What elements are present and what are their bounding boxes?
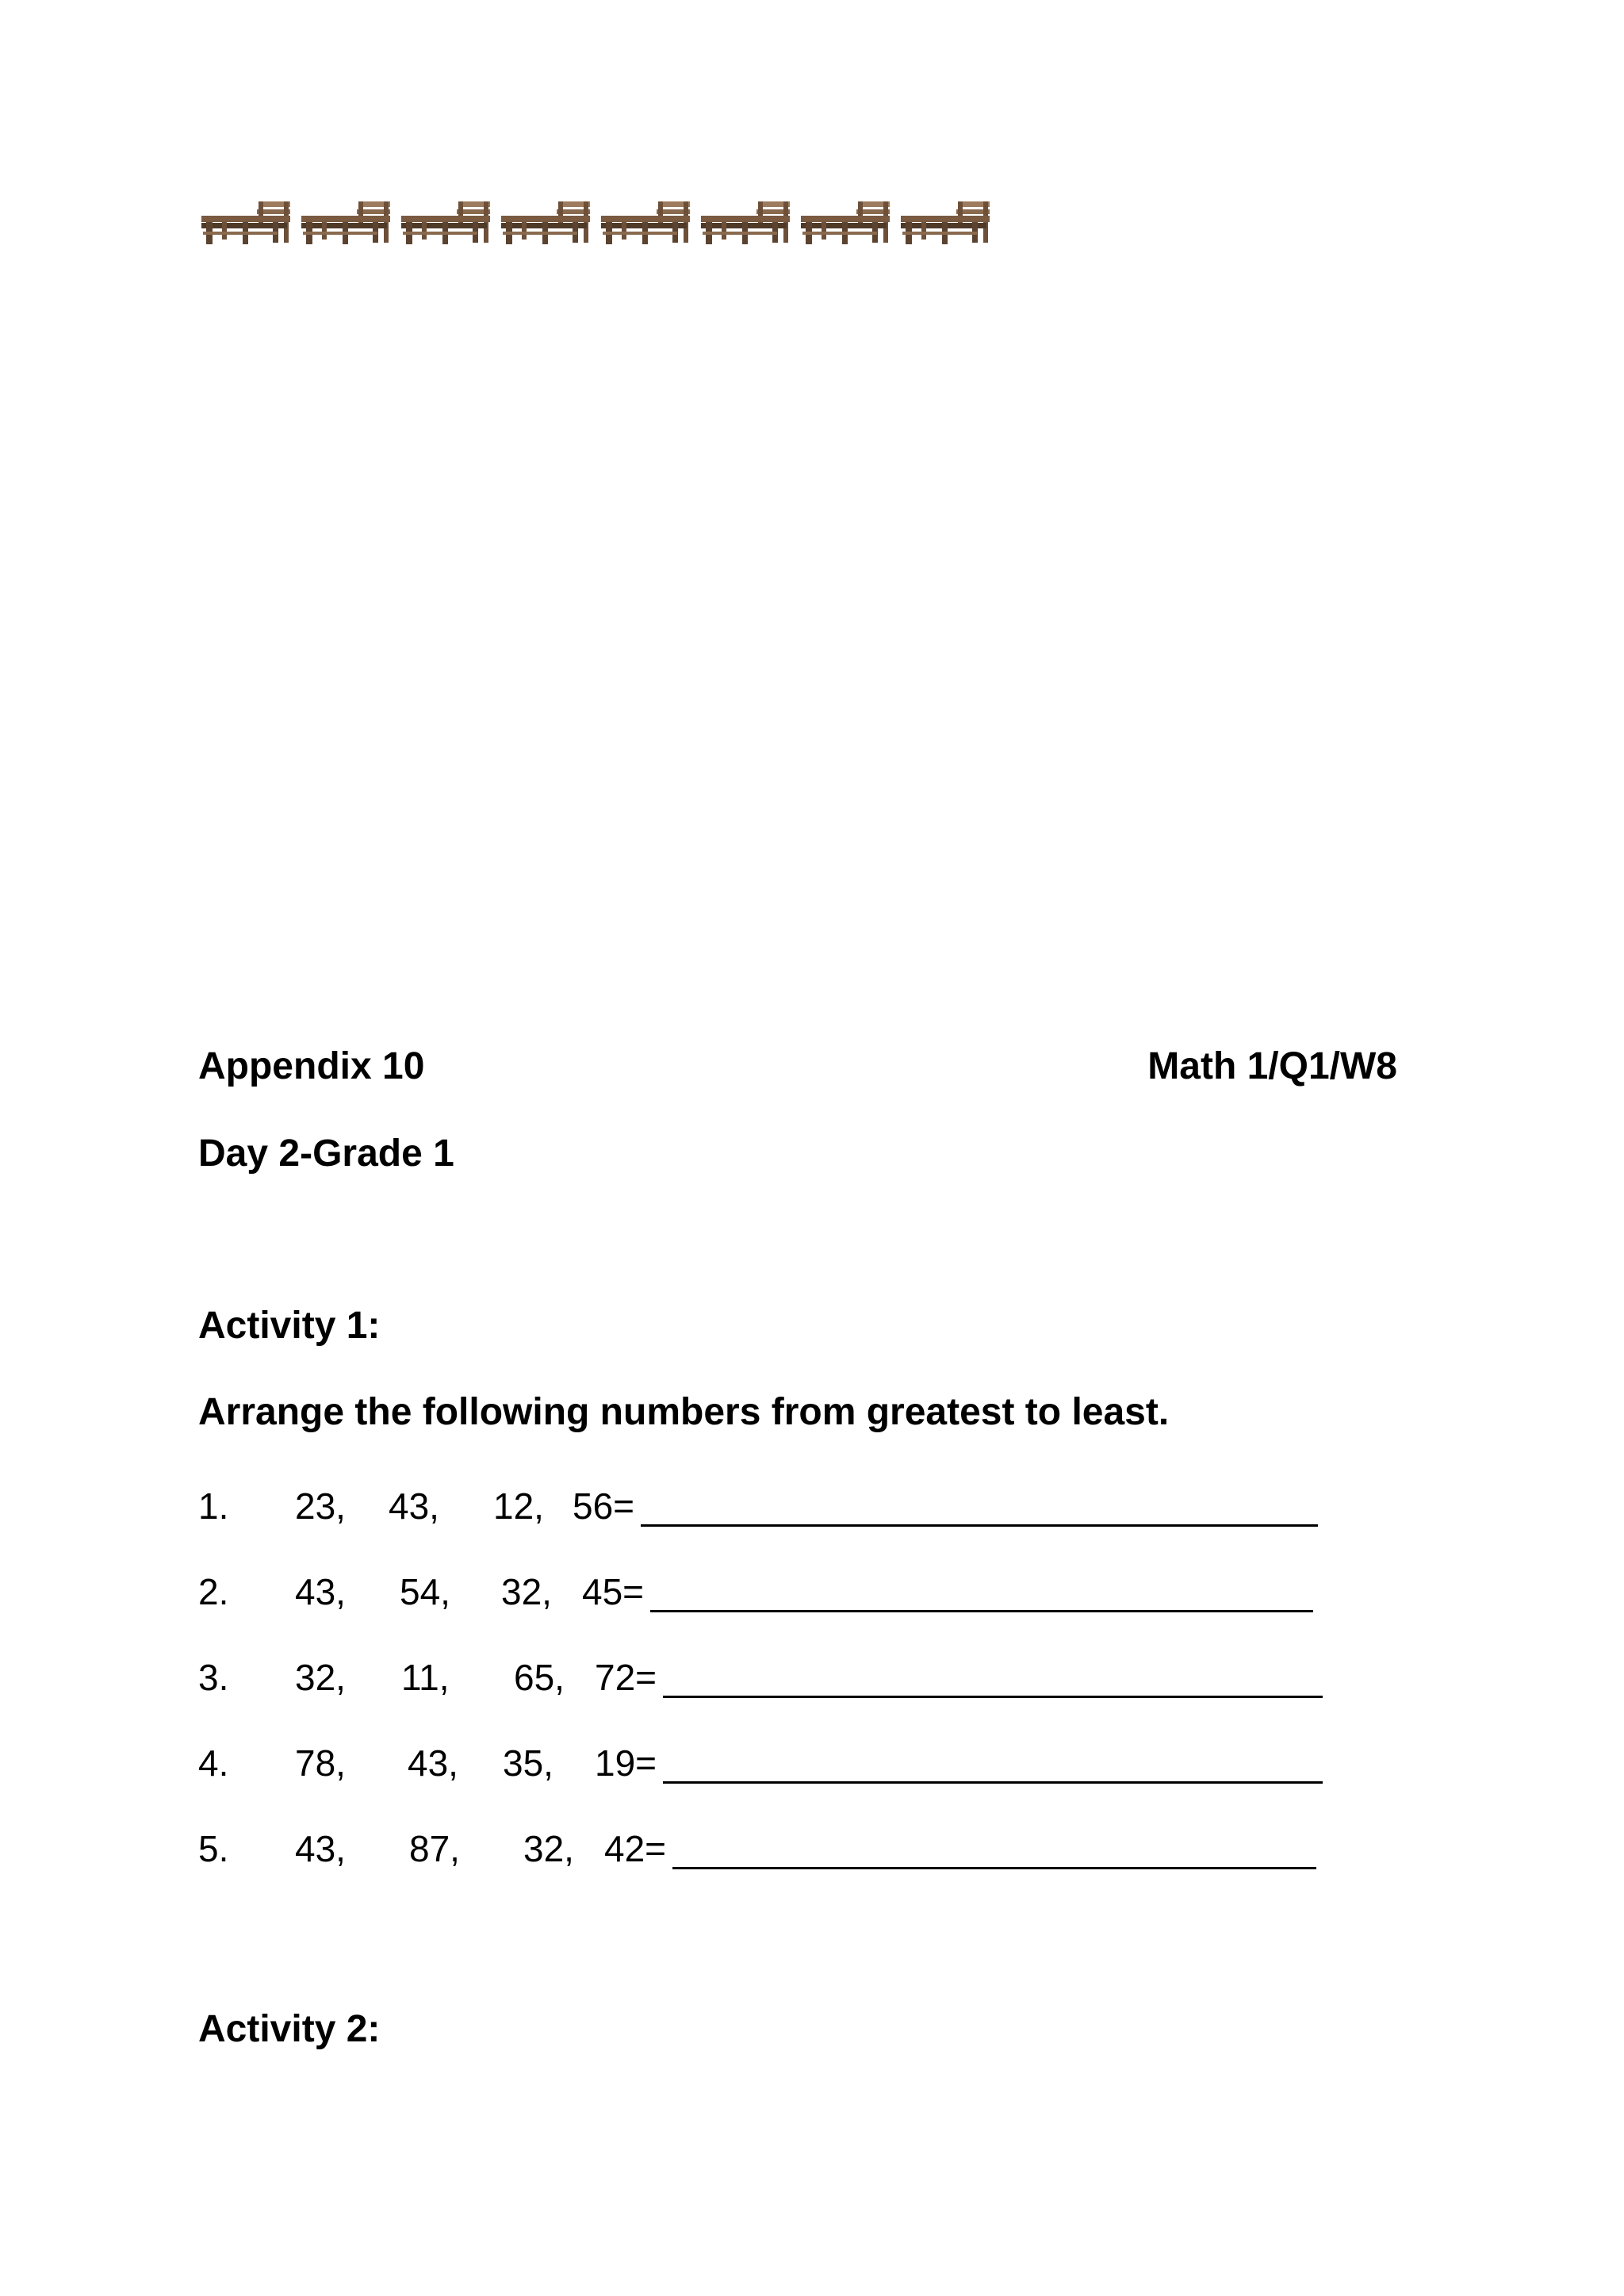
wooden-chair-icon — [698, 198, 796, 247]
number-2: 87, — [409, 1828, 460, 1869]
wooden-chair-icon — [598, 198, 696, 247]
number-2: 54, — [400, 1571, 450, 1612]
day-grade-label: Day 2-Grade 1 — [198, 1133, 454, 1175]
number-3: 32, — [523, 1828, 574, 1869]
answer-blank[interactable] — [663, 1696, 1323, 1698]
wooden-chair-icon — [398, 198, 496, 247]
number-4: 19= — [595, 1742, 657, 1784]
wooden-chair-icon — [898, 198, 996, 247]
number-3: 65, — [514, 1657, 565, 1698]
course-code: Math 1/Q1/W8 — [1147, 1045, 1397, 1087]
number-2: 11, — [401, 1657, 450, 1698]
number-4: 42= — [604, 1828, 667, 1869]
number-4: 72= — [595, 1657, 657, 1698]
chairs-illustration — [198, 198, 996, 247]
number-4: 45= — [582, 1571, 645, 1612]
answer-blank[interactable] — [641, 1524, 1318, 1527]
item-number: 5. — [198, 1828, 229, 1869]
number-3: 12, — [493, 1485, 544, 1527]
answer-blank[interactable] — [663, 1781, 1323, 1784]
item-number: 2. — [198, 1571, 229, 1612]
number-1: 43, — [295, 1828, 346, 1869]
number-2: 43, — [408, 1742, 458, 1784]
activity-2-title: Activity 2: — [198, 2008, 381, 2050]
wooden-chair-icon — [198, 198, 297, 247]
item-number: 1. — [198, 1485, 229, 1527]
number-3: 32, — [501, 1571, 552, 1612]
number-3: 35, — [503, 1742, 553, 1784]
number-4: 56= — [573, 1485, 635, 1527]
number-2: 43, — [389, 1485, 439, 1527]
number-1: 43, — [295, 1571, 346, 1612]
number-1: 32, — [295, 1657, 346, 1698]
appendix-label: Appendix 10 — [198, 1045, 425, 1087]
wooden-chair-icon — [798, 198, 896, 247]
wooden-chair-icon — [298, 198, 396, 247]
answer-blank[interactable] — [672, 1867, 1316, 1869]
wooden-chair-icon — [498, 198, 596, 247]
item-number: 3. — [198, 1657, 229, 1698]
answer-blank[interactable] — [650, 1610, 1313, 1612]
number-1: 23, — [295, 1485, 346, 1527]
activity-1-instruction: Arrange the following numbers from greatest to least. — [198, 1391, 1170, 1433]
number-1: 78, — [295, 1742, 346, 1784]
activity-1-title: Activity 1: — [198, 1305, 381, 1347]
item-number: 4. — [198, 1742, 229, 1784]
